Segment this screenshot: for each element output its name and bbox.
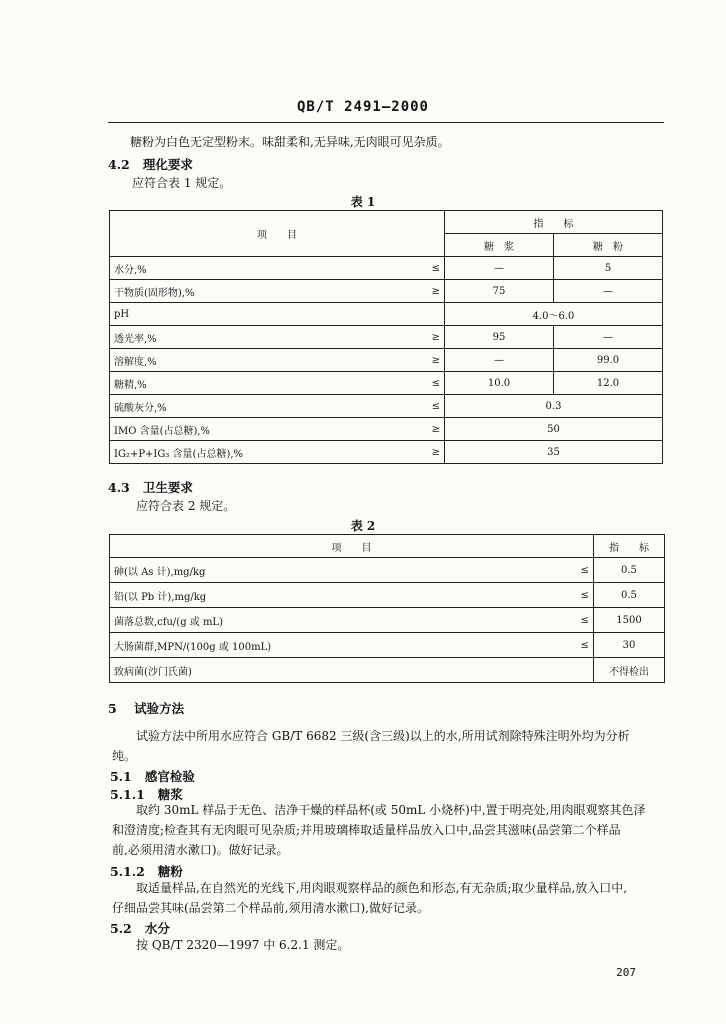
section-5-1-1-heading [110, 785, 183, 803]
row-item: IG₂+P+IG₃ 含量(占总糖),% [110, 441, 428, 464]
section-title: 感官检验 [144, 769, 195, 784]
section-number: 5.1.1 [110, 787, 145, 802]
row-item: 水分,% [110, 257, 428, 280]
section-title: 糖浆 [157, 787, 183, 802]
row-symbol: ≤ [428, 372, 445, 395]
table-row [110, 658, 665, 683]
section-4-3-text: 应符合表 2 规定。 [136, 499, 236, 513]
row-symbol: ≤ [428, 395, 445, 418]
row-symbol: ≤ [577, 633, 594, 658]
table-row [110, 608, 665, 633]
section-number: 4.3 [108, 480, 130, 495]
row-syrup-value: 75 [445, 280, 554, 303]
row-value: 1500 [593, 608, 664, 633]
row-symbol: ≥ [428, 418, 445, 441]
section-5-heading [108, 699, 184, 717]
row-symbol: ≥ [428, 349, 445, 372]
row-item: 溶解度,% [110, 349, 428, 372]
row-merged-value: 0.3 [445, 395, 663, 418]
row-merged-value: 50 [445, 418, 663, 441]
p512-line-1: 取适量样品,在自然光的光线下,用肉眼观察样品的颜色和形态,有无杂质;取少量样品,放入口中, [136, 881, 628, 895]
section-4-2-text: 应符合表 1 规定。 [132, 176, 232, 190]
page-number: 207 [616, 966, 636, 979]
row-syrup-value: — [445, 257, 554, 280]
row-syrup-value: 95 [445, 326, 554, 349]
row-symbol: ≥ [428, 326, 445, 349]
row-symbol [428, 303, 445, 326]
row-value: 30 [593, 633, 664, 658]
section-number: 5.1 [110, 769, 132, 784]
row-powder-value: 12.0 [554, 372, 663, 395]
row-symbol: ≤ [428, 257, 445, 280]
section-5-1-heading [110, 767, 195, 785]
row-syrup-value: 10.0 [445, 372, 554, 395]
row-item: pH [110, 303, 428, 326]
table1-head-powder: 糖 粉 [554, 234, 663, 257]
row-symbol: ≥ [428, 280, 445, 303]
row-powder-value: — [554, 326, 663, 349]
row-symbol [577, 658, 594, 683]
section-title: 水分 [144, 921, 170, 936]
p511-line-2: 和澄清度;检查其有无肉眼可见杂质;并用玻璃棒取适量样品放入口中,品尝其滋味(品尝第二个样品 [112, 823, 621, 837]
row-powder-value: — [554, 280, 663, 303]
section-number: 4.2 [108, 157, 130, 172]
row-syrup-value: — [445, 349, 554, 372]
row-symbol: ≤ [577, 583, 594, 608]
row-value: 0.5 [593, 558, 664, 583]
table-row [110, 583, 665, 608]
row-item: IMO 含量(占总糖),% [110, 418, 428, 441]
section-title: 试验方法 [134, 701, 185, 716]
table2-head-item: 项 目 [110, 535, 594, 558]
section-number: 5 [108, 701, 117, 716]
table-row [110, 257, 663, 280]
row-item: 菌落总数,cfu/(g 或 mL) [110, 608, 577, 633]
table2-head-index: 指 标 [593, 535, 664, 558]
section-title: 糖粉 [157, 864, 183, 879]
row-powder-value: 5 [554, 257, 663, 280]
table-2 [109, 534, 665, 683]
p52-text: 按 QB/T 2320—1997 中 6.2.1 测定。 [136, 938, 350, 952]
section-5-1-2-heading [110, 862, 183, 880]
table-1 [109, 210, 663, 464]
p512-line-2: 仔细品尝其味(品尝第二个样品前,须用清水漱口),做好记录。 [112, 901, 429, 915]
row-item: 硫酸灰分,% [110, 395, 428, 418]
table1-head-syrup: 糖 浆 [445, 234, 554, 257]
row-symbol: ≥ [428, 441, 445, 464]
table1-head-index: 指 标 [445, 211, 663, 234]
p511-line-1: 取约 30mL 样品于无色、洁净干燥的样品杯(或 50mL 小烧杯)中,置于明亮处,用肉眼观察其色泽 [136, 803, 646, 817]
row-value: 不得检出 [593, 658, 664, 683]
section-number: 5.2 [110, 921, 132, 936]
row-merged-value: 4.0～6.0 [445, 303, 663, 326]
row-item: 糖精,% [110, 372, 428, 395]
intro-line: 糖粉为白色无定型粉末。味甜柔和,无异味,无肉眼可见杂质。 [130, 135, 450, 149]
row-item: 大肠菌群,MPN/(100g 或 100mL) [110, 633, 577, 658]
table1-caption: 表 1 [350, 195, 376, 209]
table-row [110, 395, 663, 418]
section-4-2-heading [108, 155, 193, 173]
table2-caption: 表 2 [350, 519, 376, 533]
section-title: 卫生要求 [142, 480, 193, 495]
p511-line-3: 前,必须用清水漱口)。做好记录。 [112, 843, 289, 857]
table1-head-item: 项 目 [110, 211, 445, 257]
row-item: 致病菌(沙门氏菌) [110, 658, 577, 683]
section-5-2-heading [110, 919, 170, 937]
table-row [110, 558, 665, 583]
section-5-paragraph-line-2: 纯。 [112, 749, 137, 763]
table-row [110, 418, 663, 441]
section-number: 5.1.2 [110, 864, 145, 879]
section-5-paragraph-line-1: 试验方法中所用水应符合 GB/T 6682 三级(含三级)以上的水,所用试剂除特殊注明外均为分析 [136, 729, 630, 743]
row-item: 砷(以 As 计),mg/kg [110, 558, 577, 583]
row-value: 0.5 [593, 583, 664, 608]
row-symbol: ≤ [577, 558, 594, 583]
table-row [110, 633, 665, 658]
row-item: 铅(以 Pb 计),mg/kg [110, 583, 577, 608]
row-item: 透光率,% [110, 326, 428, 349]
row-symbol: ≤ [577, 608, 594, 633]
table-row [110, 303, 663, 326]
section-4-3-heading [108, 478, 193, 496]
section-title: 理化要求 [142, 157, 193, 172]
row-powder-value: 99.0 [554, 349, 663, 372]
standard-code-header: QB/T 2491—2000 [296, 99, 429, 115]
table-row [110, 372, 663, 395]
table-row [110, 280, 663, 303]
table-row [110, 326, 663, 349]
table-row [110, 349, 663, 372]
header-rule [108, 122, 664, 123]
table-row [110, 441, 663, 464]
row-item: 干物质(固形物),% [110, 280, 428, 303]
row-merged-value: 35 [445, 441, 663, 464]
